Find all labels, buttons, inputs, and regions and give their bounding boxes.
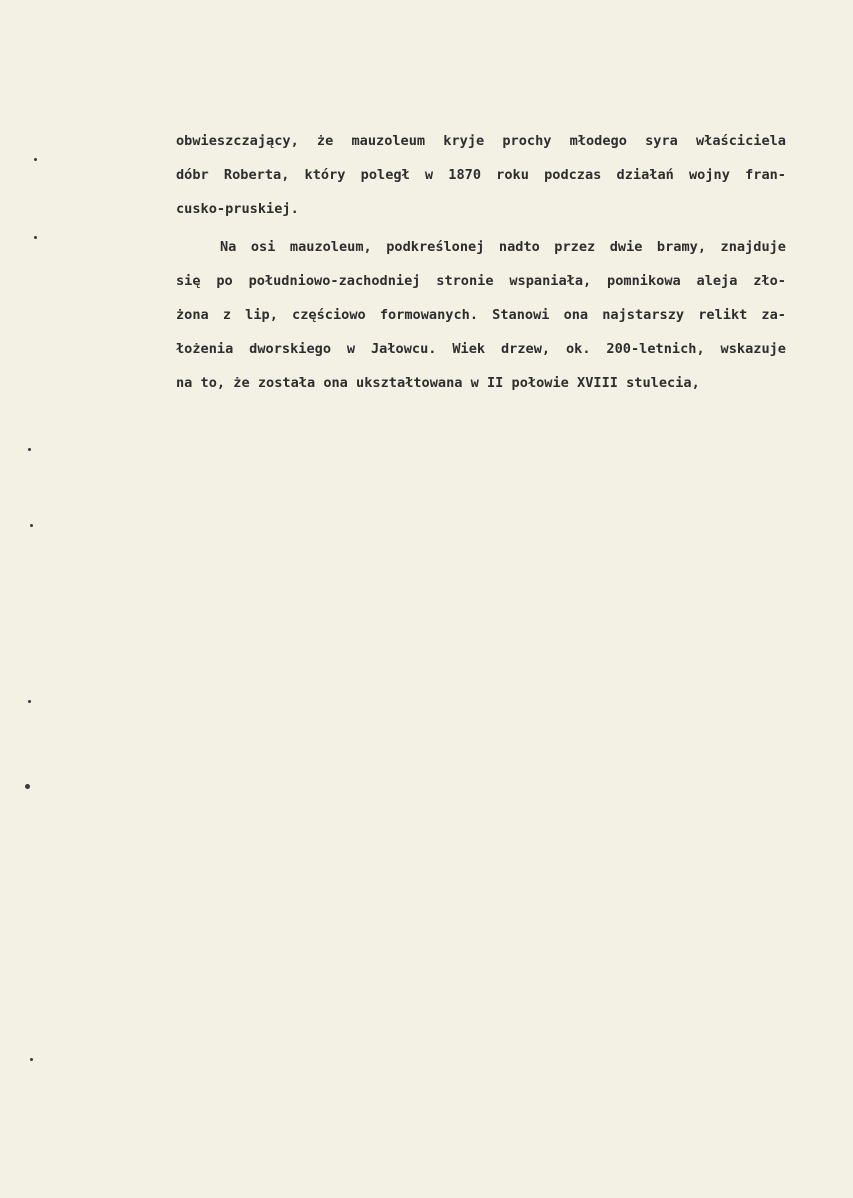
margin-mark <box>28 700 31 703</box>
margin-mark <box>34 158 37 161</box>
text-line: cusko-pruskiej. <box>176 201 299 217</box>
typed-text <box>176 124 786 400</box>
margin-mark <box>25 784 30 789</box>
margin-mark <box>34 236 37 239</box>
margin-mark <box>28 448 31 451</box>
text-line: dóbr Roberta, który poległ w 1870 roku podczas działań wojny fran- <box>176 167 786 183</box>
margin-mark <box>30 1058 33 1061</box>
margin-mark <box>30 524 33 527</box>
paragraph-1 <box>176 124 786 226</box>
text-line: łożenia dworskiego w Jałowcu. Wiek drzew, ok. 200-letnich, wskazuje <box>176 341 786 357</box>
text-line: na to, że została ona ukształtowana w II połowie XVIII stulecia, <box>176 375 700 391</box>
text-line: obwieszczający, że mauzoleum kryje prochy młodego syra właściciela <box>176 133 786 149</box>
paragraph-2 <box>176 230 786 400</box>
text-line: żona z lip, częściowo formowanych. Stanowi ona najstarszy relikt za- <box>176 307 786 323</box>
text-line: się po południowo-zachodniej stronie wspaniała, pomnikowa aleja zło- <box>176 273 786 289</box>
text-line: Na osi mauzoleum, podkreślonej nadto przez dwie bramy, znajduje <box>220 239 786 255</box>
